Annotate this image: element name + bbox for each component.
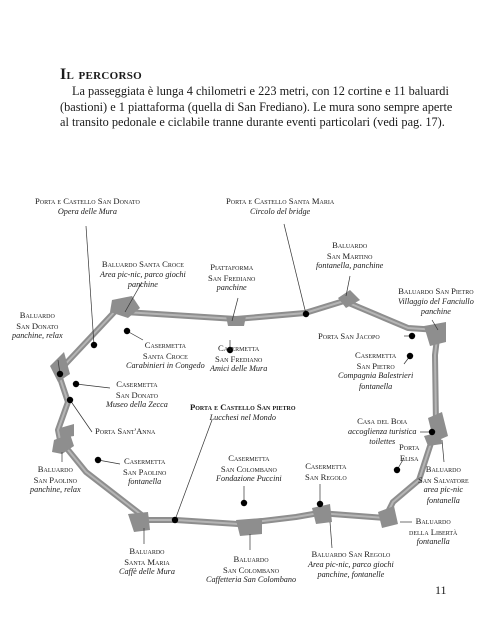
marker-casermetta-santa-croce: [124, 328, 130, 334]
label-sub: toilettes: [369, 437, 396, 446]
label-title: Casermetta: [305, 461, 347, 471]
label-title: Piattaforma: [210, 262, 254, 272]
marker-baluardo-san-donato: [57, 371, 63, 377]
marker-porta-santanna: [67, 397, 73, 403]
label-title: San Frediano: [208, 272, 256, 283]
label-baluardo-san-donato: [12, 310, 63, 342]
label-title: Baluardo: [332, 240, 368, 250]
label-sub: Area pic-nic, parco giochi: [100, 269, 186, 279]
label-title: Baluardo: [129, 546, 165, 556]
label-casermetta-san-paolino: [123, 456, 166, 488]
label-title: San Donato: [16, 320, 59, 331]
label-porta-santa-maria: [226, 196, 334, 217]
label-title: San Salvatore: [418, 474, 469, 485]
label-casermetta-santa-croce: [126, 340, 205, 372]
label-title: Baluardo: [415, 516, 451, 526]
bastion-san-colombano: [236, 518, 262, 536]
label-casermetta-san-regolo: [305, 461, 347, 482]
label-sub: fontanella: [359, 381, 393, 391]
label-title: Porta e Castello Santa Maria: [226, 196, 335, 206]
label-porta-san-donato: [35, 196, 140, 217]
intro-paragraph: La passeggiata è lunga 4 chilometri e 223 metri, con 12 cortine e 11 baluardi (bastioni) e 1 piattaforma (quella di San Frediano). Le mura sono sempre aperte al transito pedonale e ciclabile tranne durante eventi particolari (vedi pag. 17).: [60, 84, 453, 129]
label-baluardo-san-salvatore: [418, 464, 469, 506]
label-sub: panchine: [420, 307, 451, 316]
label-casermetta-san-donato: [106, 379, 168, 411]
marker-casermetta-san-donato: [73, 381, 79, 387]
label-title: Porta e Castello San Donato: [35, 196, 140, 206]
label-title: Casermetta: [228, 453, 270, 463]
label-sub: Compagnia Balestrieri: [338, 371, 414, 380]
label-title: Baluardo: [19, 310, 55, 320]
label-title: Casermetta: [355, 350, 397, 360]
label-sub: panchine: [127, 280, 158, 289]
label-title: Casa del Boia: [357, 416, 408, 426]
bastion-san-regolo: [312, 504, 332, 524]
label-sub: Fondazione Puccini: [216, 474, 282, 483]
label-sub: Area pic-nic, parco giochi: [308, 559, 394, 569]
label-title: San Colombano: [220, 463, 277, 474]
label-title: Baluardo Santa Croce: [101, 259, 184, 269]
label-sub: Lucchesi nel Mondo: [209, 412, 276, 422]
label-baluardo-santa-maria: [119, 546, 175, 578]
marker-casermetta-san-colombano: [241, 500, 247, 506]
label-sub: Museo della Zecca: [106, 400, 168, 409]
label-baluardo-santa-croce: [100, 259, 186, 291]
label-title: Baluardo: [233, 554, 269, 564]
label-sub: fontanella: [128, 477, 162, 486]
label-casermetta-san-pietro: [338, 350, 413, 392]
marker-porta-san-donato: [91, 342, 97, 348]
label-sub: fontanella, panchine: [316, 261, 384, 270]
bastion-santa-maria: [128, 512, 150, 532]
label-baluardo-san-paolino: [30, 464, 81, 496]
label-baluardo-san-pietro: [398, 286, 474, 318]
label-title: San Colombano: [223, 564, 280, 575]
label-title: Casermetta: [218, 343, 260, 353]
marker-porta-san-pietro: [172, 517, 178, 523]
label-title: Porta San Jacopo: [318, 331, 380, 341]
label-baluardo-san-regolo: [308, 549, 394, 581]
label-porta-san-pietro: [190, 402, 296, 423]
marker-casermetta-san-regolo: [317, 501, 323, 507]
label-sub: fontanella: [416, 537, 450, 546]
label-title: Baluardo: [37, 464, 73, 474]
label-title: Elisa: [399, 452, 419, 463]
bastion-san-frediano: [226, 316, 246, 326]
label-baluardo-san-martino: [316, 240, 383, 272]
label-sub: panchine, fontanelle: [317, 570, 385, 579]
label-title: della Libertà: [409, 526, 458, 537]
marker-porta-santa-maria: [303, 311, 309, 317]
bastion-liberta: [378, 506, 398, 528]
marker-porta-san-jacopo: [409, 333, 415, 339]
label-sub: Villaggio del Fanciullo: [398, 296, 474, 306]
label-sub: panchine, relax: [12, 331, 63, 340]
label-title: Baluardo: [425, 464, 461, 474]
label-title: Casermetta: [144, 340, 186, 350]
label-sub: Carabinieri in Congedo: [126, 361, 205, 370]
label-title: San Frediano: [214, 353, 263, 364]
label-sub: Caffè delle Mura: [119, 567, 175, 576]
label-title: Casermetta: [116, 379, 158, 389]
label-sub: area pic-nic: [423, 485, 464, 494]
label-sub: Caffetteria San Colombano: [206, 575, 297, 584]
label-piattaforma-san-frediano: [208, 262, 255, 294]
label-casermetta-san-colombano: [216, 453, 282, 485]
page-number: 11: [435, 583, 447, 597]
label-porta-san-jacopo: [318, 331, 380, 342]
label-title: Baluardo San Regolo: [311, 549, 391, 559]
label-sub: panchine: [216, 283, 247, 292]
label-porta-santanna: [95, 426, 155, 437]
label-title: Baluardo San Pietro: [398, 286, 474, 296]
marker-casermetta-san-paolino: [95, 457, 101, 463]
marker-porta-elisa: [394, 467, 400, 473]
label-title: Casermetta: [124, 456, 166, 466]
label-sub: accoglienza turistica: [348, 426, 417, 436]
label-casermetta-san-frediano: [210, 343, 267, 375]
label-title: Santa Maria: [124, 556, 170, 567]
label-sub: fontanella: [426, 495, 460, 505]
label-title: San Martino: [326, 250, 373, 261]
marker-casa-del-boia: [429, 429, 435, 435]
label-title: Porta Sant'Anna: [95, 426, 156, 436]
label-sub: panchine, relax: [30, 485, 81, 494]
bastion-san-donato: [50, 352, 70, 382]
label-title: San Paolino: [123, 466, 167, 477]
label-sub: Opera delle Mura: [57, 206, 117, 216]
label-title: San Paolino: [33, 474, 77, 485]
label-title: San Regolo: [305, 471, 347, 482]
label-title: San Donato: [115, 389, 158, 400]
label-sub: Circolo del bridge: [250, 206, 311, 216]
label-title: Porta e Castello San pietro: [190, 402, 296, 412]
label-baluardo-della-liberta: [409, 516, 457, 548]
label-sub: Amici delle Mura: [210, 364, 268, 373]
label-title: Santa Croce: [142, 350, 188, 361]
label-title: Porta: [399, 442, 420, 452]
label-porta-elisa: [399, 442, 419, 463]
label-baluardo-san-colombano: [206, 554, 296, 586]
label-title: San Pietro: [356, 360, 395, 371]
section-title: Il percorso: [60, 66, 142, 83]
